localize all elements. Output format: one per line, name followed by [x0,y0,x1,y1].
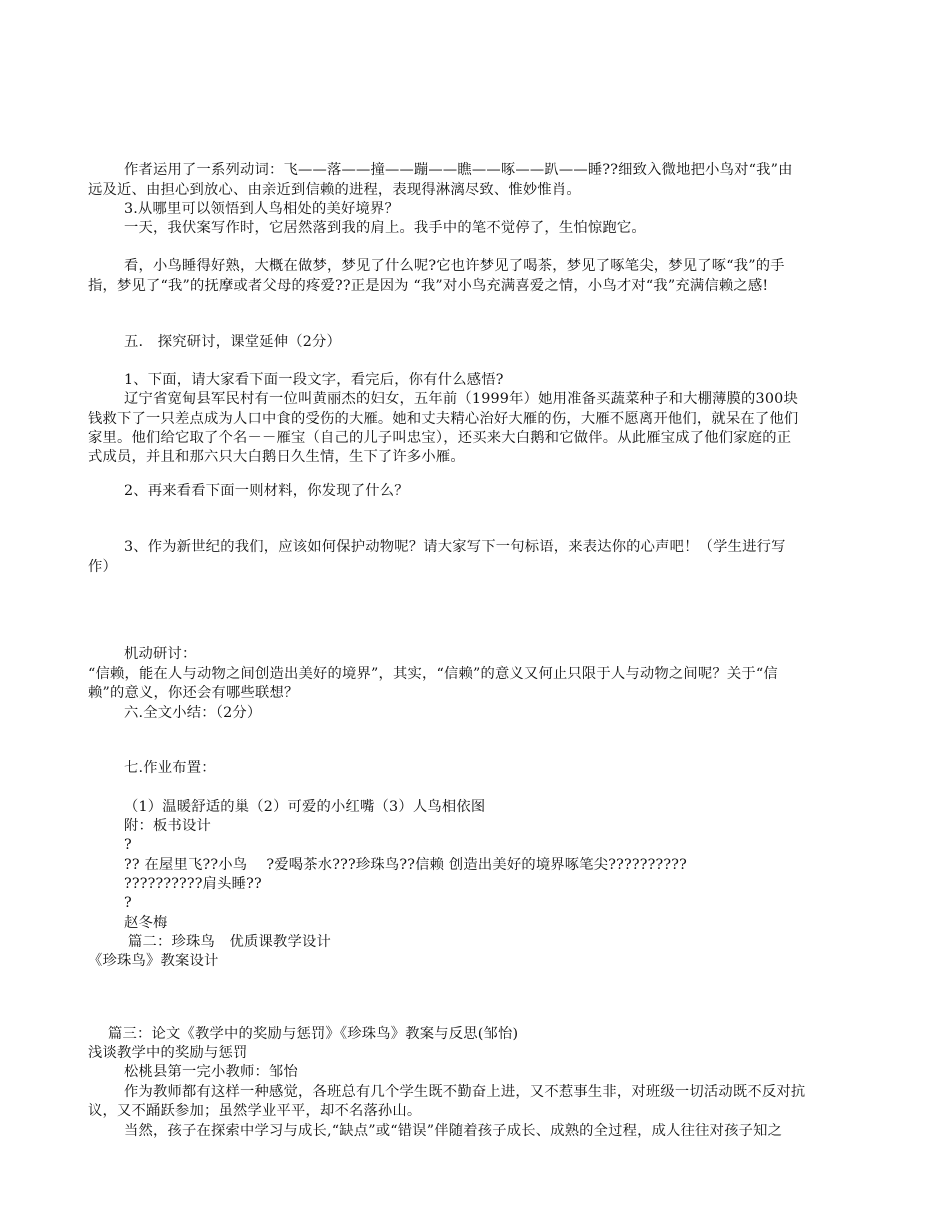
board-line: ??????????肩头睡?? [124,876,262,892]
question-line: 2、再来看看下面一则材料，你发现了什么？ [124,483,409,499]
subheading: 机动研讨： [124,646,197,662]
paragraph-line: 作者运用了一系列动词：飞——落——撞——蹦——瞧——啄——趴——睡??细致入微地把小鸟对“我”由 [124,162,793,178]
section-heading: 七.作业布置： [124,760,216,776]
section-heading: 五. 探究研讨，课堂延伸（2分） [124,334,341,350]
paragraph-line: 远及近、由担心到放心、由亲近到信赖的进程，表现得淋漓尽致、惟妙惟肖。 [88,182,581,198]
question-heading: 3.从哪里可以领悟到人鸟相处的美好境界？ [124,201,399,217]
paragraph-line: 一天，我伏案写作时，它居然落到我的肩上。我手中的笔不觉停了，生怕惊跑它。 [124,220,646,236]
board-line: ? [124,895,132,911]
section-heading: 六.全文小结：（2分） [124,705,262,721]
author-line: 松桃县第一完小教师：邹怡 [124,1064,298,1080]
paragraph-line: 当然，孩子在探索中学习与成长,“缺点”或“错误”伴随着孩子成长、成熟的全过程，成人往往对孩子知之 [124,1123,783,1139]
board-line: ?? 在屋里飞??小鸟 ?爱喝茶水???珍珠鸟??信赖 创造出美好的境界啄笔尖?????????? [124,857,687,873]
paragraph-line: 家里。他们给它取了个名－－雁宝（自己的儿子叫忠宝），还买来大白鹅和它做伴。从此雁宝成了他们家庭的正 [88,430,792,446]
paragraph-line: 式成员，并且和那六只大白鹅日久生情，生下了许多小雁。 [88,449,465,465]
paragraph-line: 钱救下了一只差点成为人口中食的受伤的大雁。她和丈夫精心治好大雁的伤，大雁不愿离开他们，就呆在了他们 [88,411,799,427]
chapter-heading: 篇三：论文《教学中的奖励与惩罚》《珍珠鸟》教案与反思(邹怡) [108,1026,519,1042]
document-title: 《珍珠鸟》教案设计 [88,953,219,969]
question-line: 1、下面，请大家看下面一段文字，看完后，你有什么感悟? [124,372,504,388]
board-design-label: 附：板书设计 [124,818,211,834]
chapter-heading: 篇二：珍珠鸟 优质课教学设计 [128,934,331,950]
paragraph-line: 指，梦见了“我”的抚摩或者父母的疼爱??正是因为 “我”对小鸟充满喜爱之情，小鸟才对“我”充满信赖之感! [88,278,769,294]
board-line: ? [124,837,132,853]
paragraph-line: “信赖，能在人与动物之间创造出美好的境界”，其实，“信赖”的意义又何止只限于人与动物之间呢？关于“信 [88,666,778,682]
homework-line: （1）温暖舒适的巢（2）可爱的小红嘴（3）人鸟相依图 [124,799,486,815]
paragraph-line: 辽宁省宽甸县军民村有一位叫黄丽杰的妇女，五年前（1999年）她用准备买蔬菜种子和大棚薄膜的300块 [124,391,798,407]
paragraph-line: 作） [88,559,117,575]
author-name: 赵冬梅 [124,915,168,931]
paper-title: 浅谈教学中的奖励与惩罚 [88,1045,248,1061]
question-line: 3、作为新世纪的我们，应该如何保护动物呢？请大家写下一句标语，来表达你的心声吧！（学生进行写 [124,539,786,555]
paragraph-line: 赖”的意义，你还会有哪些联想？ [88,685,299,701]
paragraph-line: 议，又不踊跃参加；虽然学业平平，却不名落孙山。 [88,1103,422,1119]
paragraph-line: 看，小鸟睡得好熟，大概在做梦，梦见了什么呢?它也许梦见了喝茶，梦见了啄笔尖，梦见了啄“我”的手 [124,258,785,274]
paragraph-line: 作为教师都有这样一种感觉，各班总有几个学生既不勤奋上进，又不惹事生非，对班级一切活动既不反对抗 [124,1084,806,1100]
